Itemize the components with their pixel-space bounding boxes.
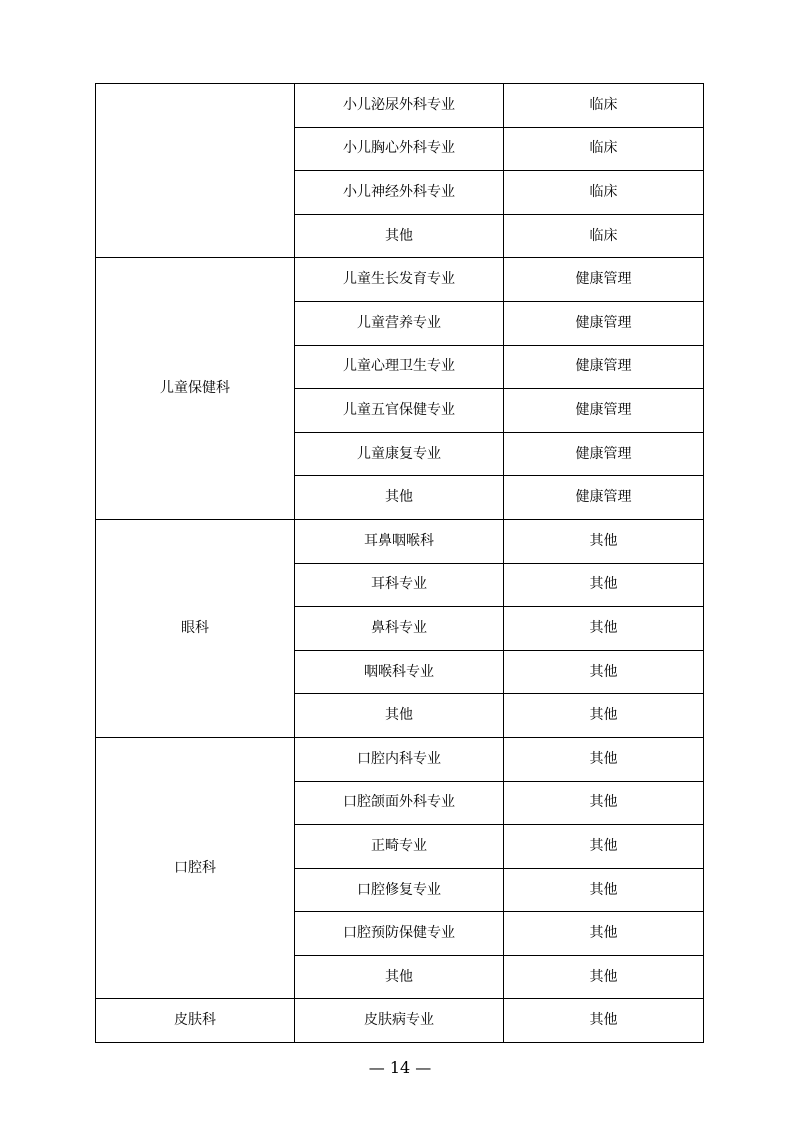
specialty-cell: 咽喉科专业 xyxy=(295,650,504,694)
specialty-cell: 小儿胸心外科专业 xyxy=(295,127,504,171)
category-cell: 健康管理 xyxy=(504,258,704,302)
category-cell: 其他 xyxy=(504,825,704,869)
specialty-cell: 口腔颌面外科专业 xyxy=(295,781,504,825)
specialty-cell: 其他 xyxy=(295,214,504,258)
table-row xyxy=(96,737,704,781)
specialty-cell: 其他 xyxy=(295,694,504,738)
category-cell: 其他 xyxy=(504,868,704,912)
specialty-cell: 皮肤病专业 xyxy=(295,999,504,1043)
category-cell: 临床 xyxy=(504,171,704,215)
category-cell: 其他 xyxy=(504,650,704,694)
specialty-cell: 儿童心理卫生专业 xyxy=(295,345,504,389)
table-row xyxy=(96,258,704,302)
specialty-cell: 其他 xyxy=(295,955,504,999)
specialty-cell: 儿童五官保健专业 xyxy=(295,389,504,433)
category-cell: 临床 xyxy=(504,127,704,171)
department-cell: 眼科 xyxy=(96,519,295,737)
table-row xyxy=(96,999,704,1043)
department-cell: 儿童保健科 xyxy=(96,258,295,520)
category-cell: 健康管理 xyxy=(504,345,704,389)
specialty-cell: 小儿神经外科专业 xyxy=(295,171,504,215)
category-cell: 其他 xyxy=(504,999,704,1043)
specialty-cell: 儿童生长发育专业 xyxy=(295,258,504,302)
department-cell: 口腔科 xyxy=(96,737,295,999)
specialty-cell: 鼻科专业 xyxy=(295,607,504,651)
category-cell: 临床 xyxy=(504,84,704,128)
category-cell: 其他 xyxy=(504,781,704,825)
table-row xyxy=(96,84,704,128)
category-cell: 健康管理 xyxy=(504,301,704,345)
category-cell: 其他 xyxy=(504,912,704,956)
specialty-cell: 正畸专业 xyxy=(295,825,504,869)
specialty-table xyxy=(95,83,704,1043)
category-cell: 其他 xyxy=(504,563,704,607)
category-cell: 其他 xyxy=(504,737,704,781)
table-row xyxy=(96,519,704,563)
specialty-cell: 儿童营养专业 xyxy=(295,301,504,345)
specialty-cell: 口腔修复专业 xyxy=(295,868,504,912)
category-cell: 健康管理 xyxy=(504,389,704,433)
specialty-cell: 耳科专业 xyxy=(295,563,504,607)
category-cell: 健康管理 xyxy=(504,432,704,476)
specialty-cell: 耳鼻咽喉科 xyxy=(295,519,504,563)
category-cell: 临床 xyxy=(504,214,704,258)
specialty-cell: 口腔内科专业 xyxy=(295,737,504,781)
category-cell: 其他 xyxy=(504,694,704,738)
specialty-cell: 其他 xyxy=(295,476,504,520)
category-cell: 其他 xyxy=(504,519,704,563)
category-cell: 健康管理 xyxy=(504,476,704,520)
specialty-cell: 口腔预防保健专业 xyxy=(295,912,504,956)
category-cell: 其他 xyxy=(504,607,704,651)
page-number: — 14 — xyxy=(368,1058,432,1077)
specialty-cell: 儿童康复专业 xyxy=(295,432,504,476)
table-body xyxy=(96,84,704,1043)
department-cell xyxy=(96,84,295,258)
category-cell: 其他 xyxy=(504,955,704,999)
department-cell: 皮肤科 xyxy=(96,999,295,1043)
specialty-cell: 小儿泌尿外科专业 xyxy=(295,84,504,128)
